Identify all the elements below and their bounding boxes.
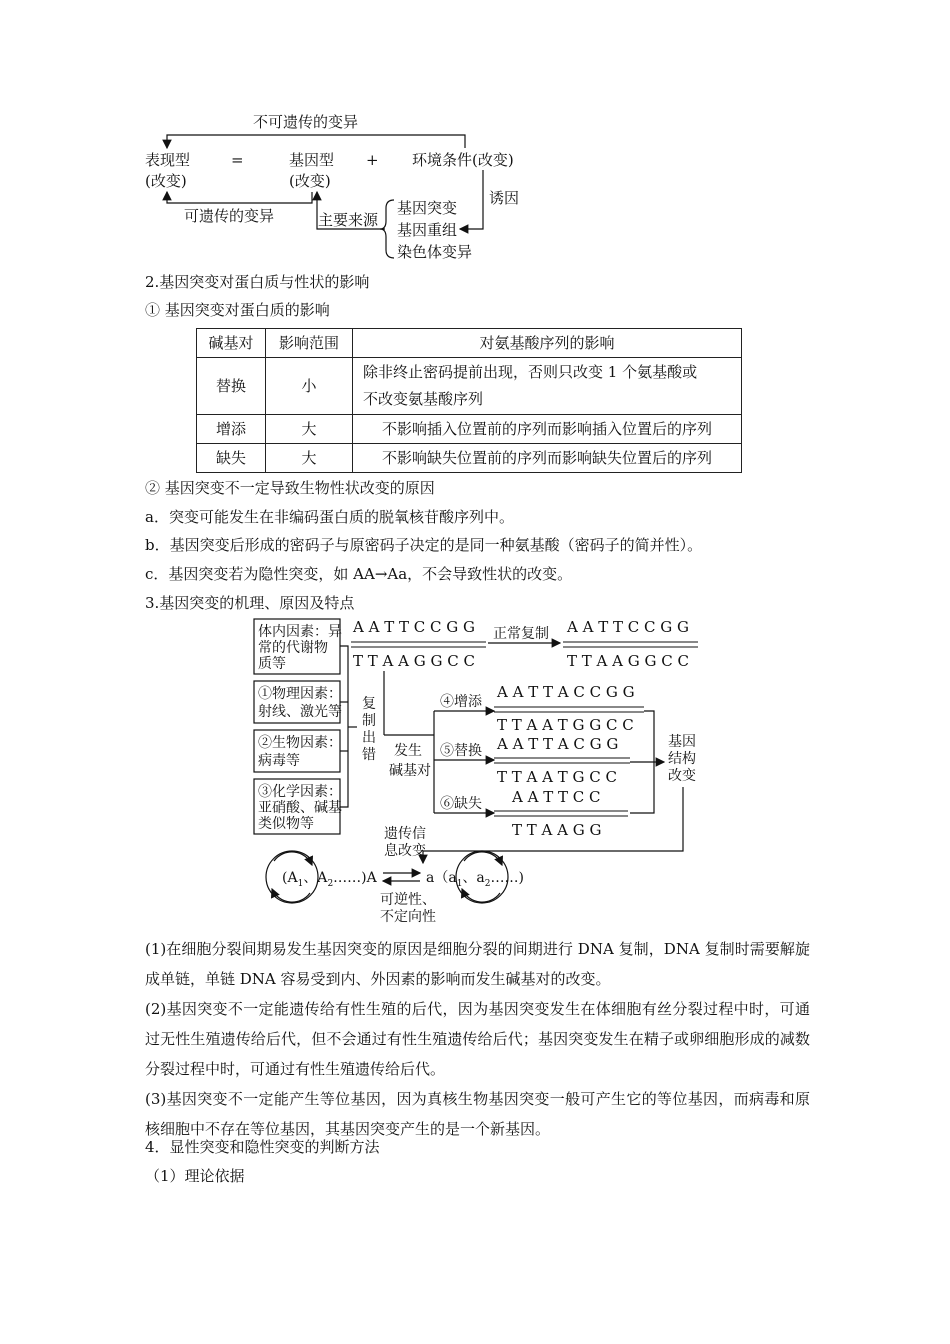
equals-sign: =	[231, 151, 244, 169]
internal-factor-line3: 质等	[258, 656, 286, 672]
reason-b: b．基因突变后形成的密码子与原密码子决定的是同一种氨基酸（密码子的简并性）。	[145, 536, 703, 554]
plus-sign: +	[366, 151, 379, 169]
section4-heading: 4．显性突变和隐性突变的判断方法	[145, 1138, 380, 1156]
reason-a: a．突变可能发生在非编码蛋白质的脱氧核苷酸序列中。	[145, 508, 514, 526]
row-type: 增添	[197, 415, 266, 444]
genotype-sub: (改变)	[289, 172, 331, 190]
del-seq-bottom: T T A A G G	[512, 821, 602, 839]
main-source-label: 主要来源	[318, 211, 379, 229]
sub-seq-bottom: T T A A T G C C	[497, 768, 617, 786]
sub2-heading: ② 基因突变不一定导致生物性状改变的原因	[145, 479, 435, 497]
heritable-arrow	[167, 192, 312, 203]
base-pair-label: 碱基对	[389, 763, 431, 779]
chemical-factor-line3: 类似物等	[258, 816, 314, 832]
normal-copy-label: 正常复制	[493, 626, 549, 642]
del-seq-top: A A T T C C	[512, 788, 601, 806]
effect-line-1: 除非终止密码提前出现，否则只改变 1 个氨基酸或	[363, 363, 698, 381]
phenotype-sub: (改变)	[145, 172, 187, 190]
source-recombination: 基因重组	[397, 221, 458, 239]
copy-error-char4: 错	[362, 747, 376, 763]
header-effect: 对氨基酸序列的影响	[353, 329, 742, 358]
mutation-effect-table	[196, 328, 742, 473]
paragraph-1: (1)在细胞分裂间期易发生基因突变的原因是细胞分裂的间期进行 DNA 复制，DNA 复制时需要解旋成单链，单链 DNA 容易受到内、外因素的影响而发生碱基对的改变。	[145, 940, 810, 988]
phenotype-label: 表现型	[145, 151, 191, 169]
original-seq-bottom: T T A A G G C C	[353, 652, 475, 670]
normal-seq-bottom: T T A A G G C C	[567, 652, 689, 670]
allele-right: $a(a_1$、$a_2\dots\dots$)	[426, 870, 524, 889]
heritable-label: 可遗传的变异	[184, 207, 275, 225]
add-seq-top: A A T T A C C G G	[497, 683, 635, 701]
row-effect	[353, 358, 742, 415]
add-seq-bottom: T T A A T G G C C	[497, 716, 634, 734]
table-row	[197, 358, 742, 415]
environment-label: 环境条件(改变)	[412, 151, 514, 169]
row-type: 替换	[197, 358, 266, 415]
internal-factor-line1: 体内因素：异	[258, 624, 342, 640]
gene-struct-line2: 结构	[668, 751, 696, 767]
chemical-factor-line1: ③化学因素：	[258, 784, 342, 800]
induce-label: 诱因	[489, 189, 520, 207]
sub1-heading: ① 基因突变对蛋白质的影响	[145, 301, 330, 319]
reason-c: c．基因突变若为隐性突变，如 AA→Aa，不会导致性状的改变。	[145, 565, 573, 583]
physical-factor-line2: 射线、激光等	[258, 704, 342, 720]
row-scope: 小	[266, 358, 353, 415]
normal-seq-top: A A T T C C G G	[567, 618, 689, 636]
genetic-info-line2: 息改变	[384, 843, 426, 859]
biological-factor-line1: ②生物因素：	[258, 735, 342, 751]
gene-struct-line1: 基因	[668, 734, 696, 750]
features-line2: 不定向性	[380, 909, 436, 925]
section4-sub: （1）理论依据	[145, 1167, 245, 1185]
paragraph-2: (2)基因突变不一定能遗传给有性生殖的后代，因为基因突变发生在体细胞有丝分裂过程中时，可通过无性生殖遗传给后代，但不会通过有性生殖遗传给后代；基因突变发生在精子或卵细胞形成的减数分裂过程中时，可通过有性生殖遗传给后代。	[145, 1000, 810, 1078]
add-label: ④增添	[440, 694, 482, 710]
section3-heading: 3.基因突变的机理、原因及特点	[145, 594, 355, 612]
copy-error-char1: 复	[362, 696, 376, 712]
genotype-label: 基因型	[289, 151, 335, 169]
physical-factor-line1: ①物理因素：	[258, 686, 342, 702]
internal-factor-line2: 常的代谢物	[258, 640, 328, 656]
header-scope: 影响范围	[266, 329, 353, 358]
variation-diagram	[140, 108, 540, 268]
table-header-row	[197, 329, 742, 358]
header-base-pair: 碱基对	[197, 329, 266, 358]
row-effect: 不影响缺失位置前的序列而影响缺失位置后的序列	[353, 444, 742, 473]
source-brace	[380, 200, 394, 258]
factor-bracket	[340, 646, 348, 807]
row-scope: 大	[266, 444, 353, 473]
source-mutation: 基因突变	[397, 199, 458, 217]
section2-heading: 2.基因突变对蛋白质与性状的影响	[145, 273, 370, 291]
allele-left: ($A_1$、$A_2\dots\dots)A$	[282, 870, 377, 889]
del-label: ⑥缺失	[440, 796, 482, 812]
occur-label: 发生	[394, 743, 422, 759]
biological-factor-line2: 病毒等	[258, 753, 300, 769]
mutation-mechanism-diagram	[250, 615, 710, 930]
features-line1: 可逆性、	[380, 892, 436, 908]
effect-line-2: 不改变氨基酸序列	[363, 390, 484, 408]
source-chromosome: 染色体变异	[397, 243, 473, 261]
nonheritable-arrow	[167, 135, 465, 148]
table-row	[197, 444, 742, 473]
table-row	[197, 415, 742, 444]
copy-error-char3: 出	[362, 730, 376, 746]
chemical-factor-line2: 亚硝酸、碱基	[258, 800, 342, 816]
copy-error-char2: 制	[362, 713, 376, 729]
genetic-info-line1: 遗传信	[384, 826, 426, 842]
induce-arrow	[460, 170, 483, 229]
row-type: 缺失	[197, 444, 266, 473]
paragraph-3: (3)基因突变不一定能产生等位基因，因为真核生物基因突变一般可产生它的等位基因，而病毒和原核细胞中不存在等位基因，其基因突变产生的是一个新基因。	[145, 1090, 810, 1138]
original-seq-top: A A T T C C G G	[353, 618, 475, 636]
row-scope: 大	[266, 415, 353, 444]
row-effect: 不影响插入位置前的序列而影响插入位置后的序列	[353, 415, 742, 444]
nonheritable-label: 不可遗传的变异	[253, 113, 359, 131]
sub-label: ⑤替换	[440, 743, 482, 759]
gene-struct-line3: 改变	[668, 768, 696, 784]
sub-seq-top: A A T T A C G G	[497, 735, 619, 753]
